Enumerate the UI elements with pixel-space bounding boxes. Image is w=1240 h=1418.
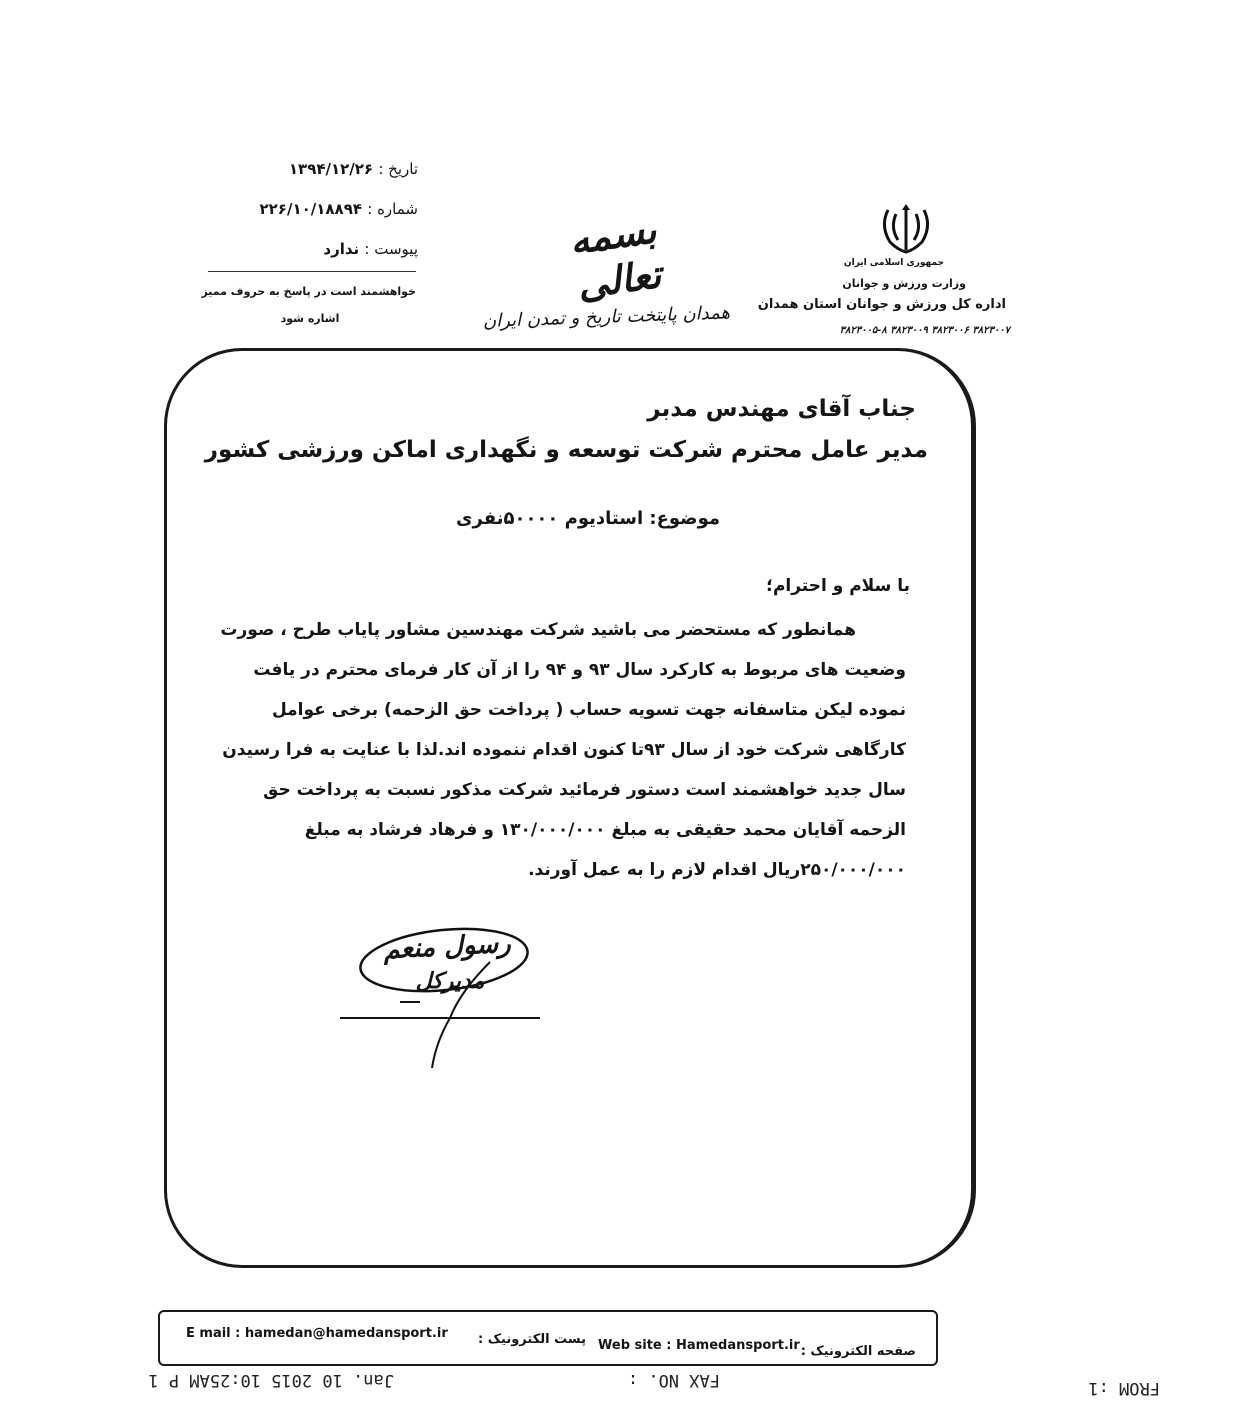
office-label: اداره کل ورزش و جوانان استان همدان	[757, 297, 1006, 312]
body-line: وضعیت های مربوط به کارکرد سال ۹۳ و ۹۴ را از آن کار فرمای محترم در یافت	[253, 660, 906, 680]
reply-note-line2: اشاره شود	[280, 312, 340, 325]
body-line: نموده لیکن متاسفانه جهت تسویه حساب ( پرداخت حق الزحمه) برخی عوامل	[271, 700, 906, 720]
body-line: کارگاهی شرکت خود از سال ۹۳تا کنون اقدام ننموده اند.لذا با عنایت به فرا رسیدن	[222, 740, 906, 760]
attachment-label: پیوست :	[364, 240, 418, 258]
letter-greeting: با سلام و احترام؛	[766, 576, 910, 596]
letter-subject: موضوع: استادیوم ۵۰۰۰۰نفری	[456, 508, 720, 529]
letter-body	[220, 616, 906, 896]
reply-note-line1: خواهشمند است در پاسخ به حروف ممیز	[201, 285, 416, 298]
date-label: تاریخ :	[378, 160, 418, 178]
number-row	[232, 200, 418, 218]
body-line: همانطور که مستحضر می باشید شرکت مهندسین مشاور پایاب طرح ، صورت	[220, 620, 856, 640]
website-value[interactable]: Web site : Hamedansport.ir	[598, 1338, 800, 1353]
fax-timestamp: Jan. 10 2015 10:25AM P 1	[148, 1370, 394, 1390]
number-value: ۲۲۶/۱۰/۱۸۸۹۴	[259, 200, 363, 218]
body-line: سال جدید خواهشمند است دستور فرمائید شرکت مذکور نسبت به پرداخت حق	[263, 780, 906, 800]
web-label: صفحه الکترونیک :	[800, 1344, 916, 1359]
ministry-label: وزارت ورزش و جوانان	[842, 277, 966, 290]
city-slogan: همدان پایتخت تاریخ و تمدن ایران	[482, 302, 731, 332]
signatory-name: رسول منعم	[382, 928, 512, 966]
republic-label: جمهوری اسلامی ایران	[843, 258, 944, 268]
fax-from: FROM :1	[1088, 1378, 1160, 1398]
recipient-title: مدیر عامل محترم شرکت توسعه و نگهداری اماکن ورزشی کشور	[204, 437, 928, 463]
number-label: شماره :	[367, 200, 418, 218]
fax-number: FAX NO. :	[627, 1370, 720, 1390]
email-label: پست الکترونیک :	[478, 1332, 586, 1347]
iran-emblem-icon	[876, 204, 936, 256]
office-phone-codes: ۳۸۲۳۰۰۵-۸ ۳۸۲۳۰۰۹ ۳۸۲۳۰۰۶ ۳۸۲۳۰۰۷	[839, 325, 1010, 336]
attachment-row	[300, 240, 418, 258]
body-line: ۲۵۰/۰۰۰/۰۰۰ریال اقدام لازم را به عمل آورند.	[528, 860, 906, 880]
signatory-title: مدیرکل	[415, 968, 485, 994]
date-value: ۱۳۹۴/۱۲/۲۶	[288, 160, 374, 178]
bismillah-calligraphy: بسمه تعالی	[566, 206, 664, 308]
date-row	[262, 160, 418, 178]
recipient-name: جناب آقای مهندس مدبر	[647, 396, 916, 422]
header-divider	[208, 271, 416, 272]
body-line: الزحمه آقایان محمد حقیقی به مبلغ ۱۳۰/۰۰۰/۰۰۰ و فرهاد فرشاد به مبلغ	[304, 820, 906, 840]
attachment-value: ندارد	[323, 240, 360, 258]
email-value[interactable]: E mail : hamedan@hamedansport.ir	[186, 1326, 448, 1341]
